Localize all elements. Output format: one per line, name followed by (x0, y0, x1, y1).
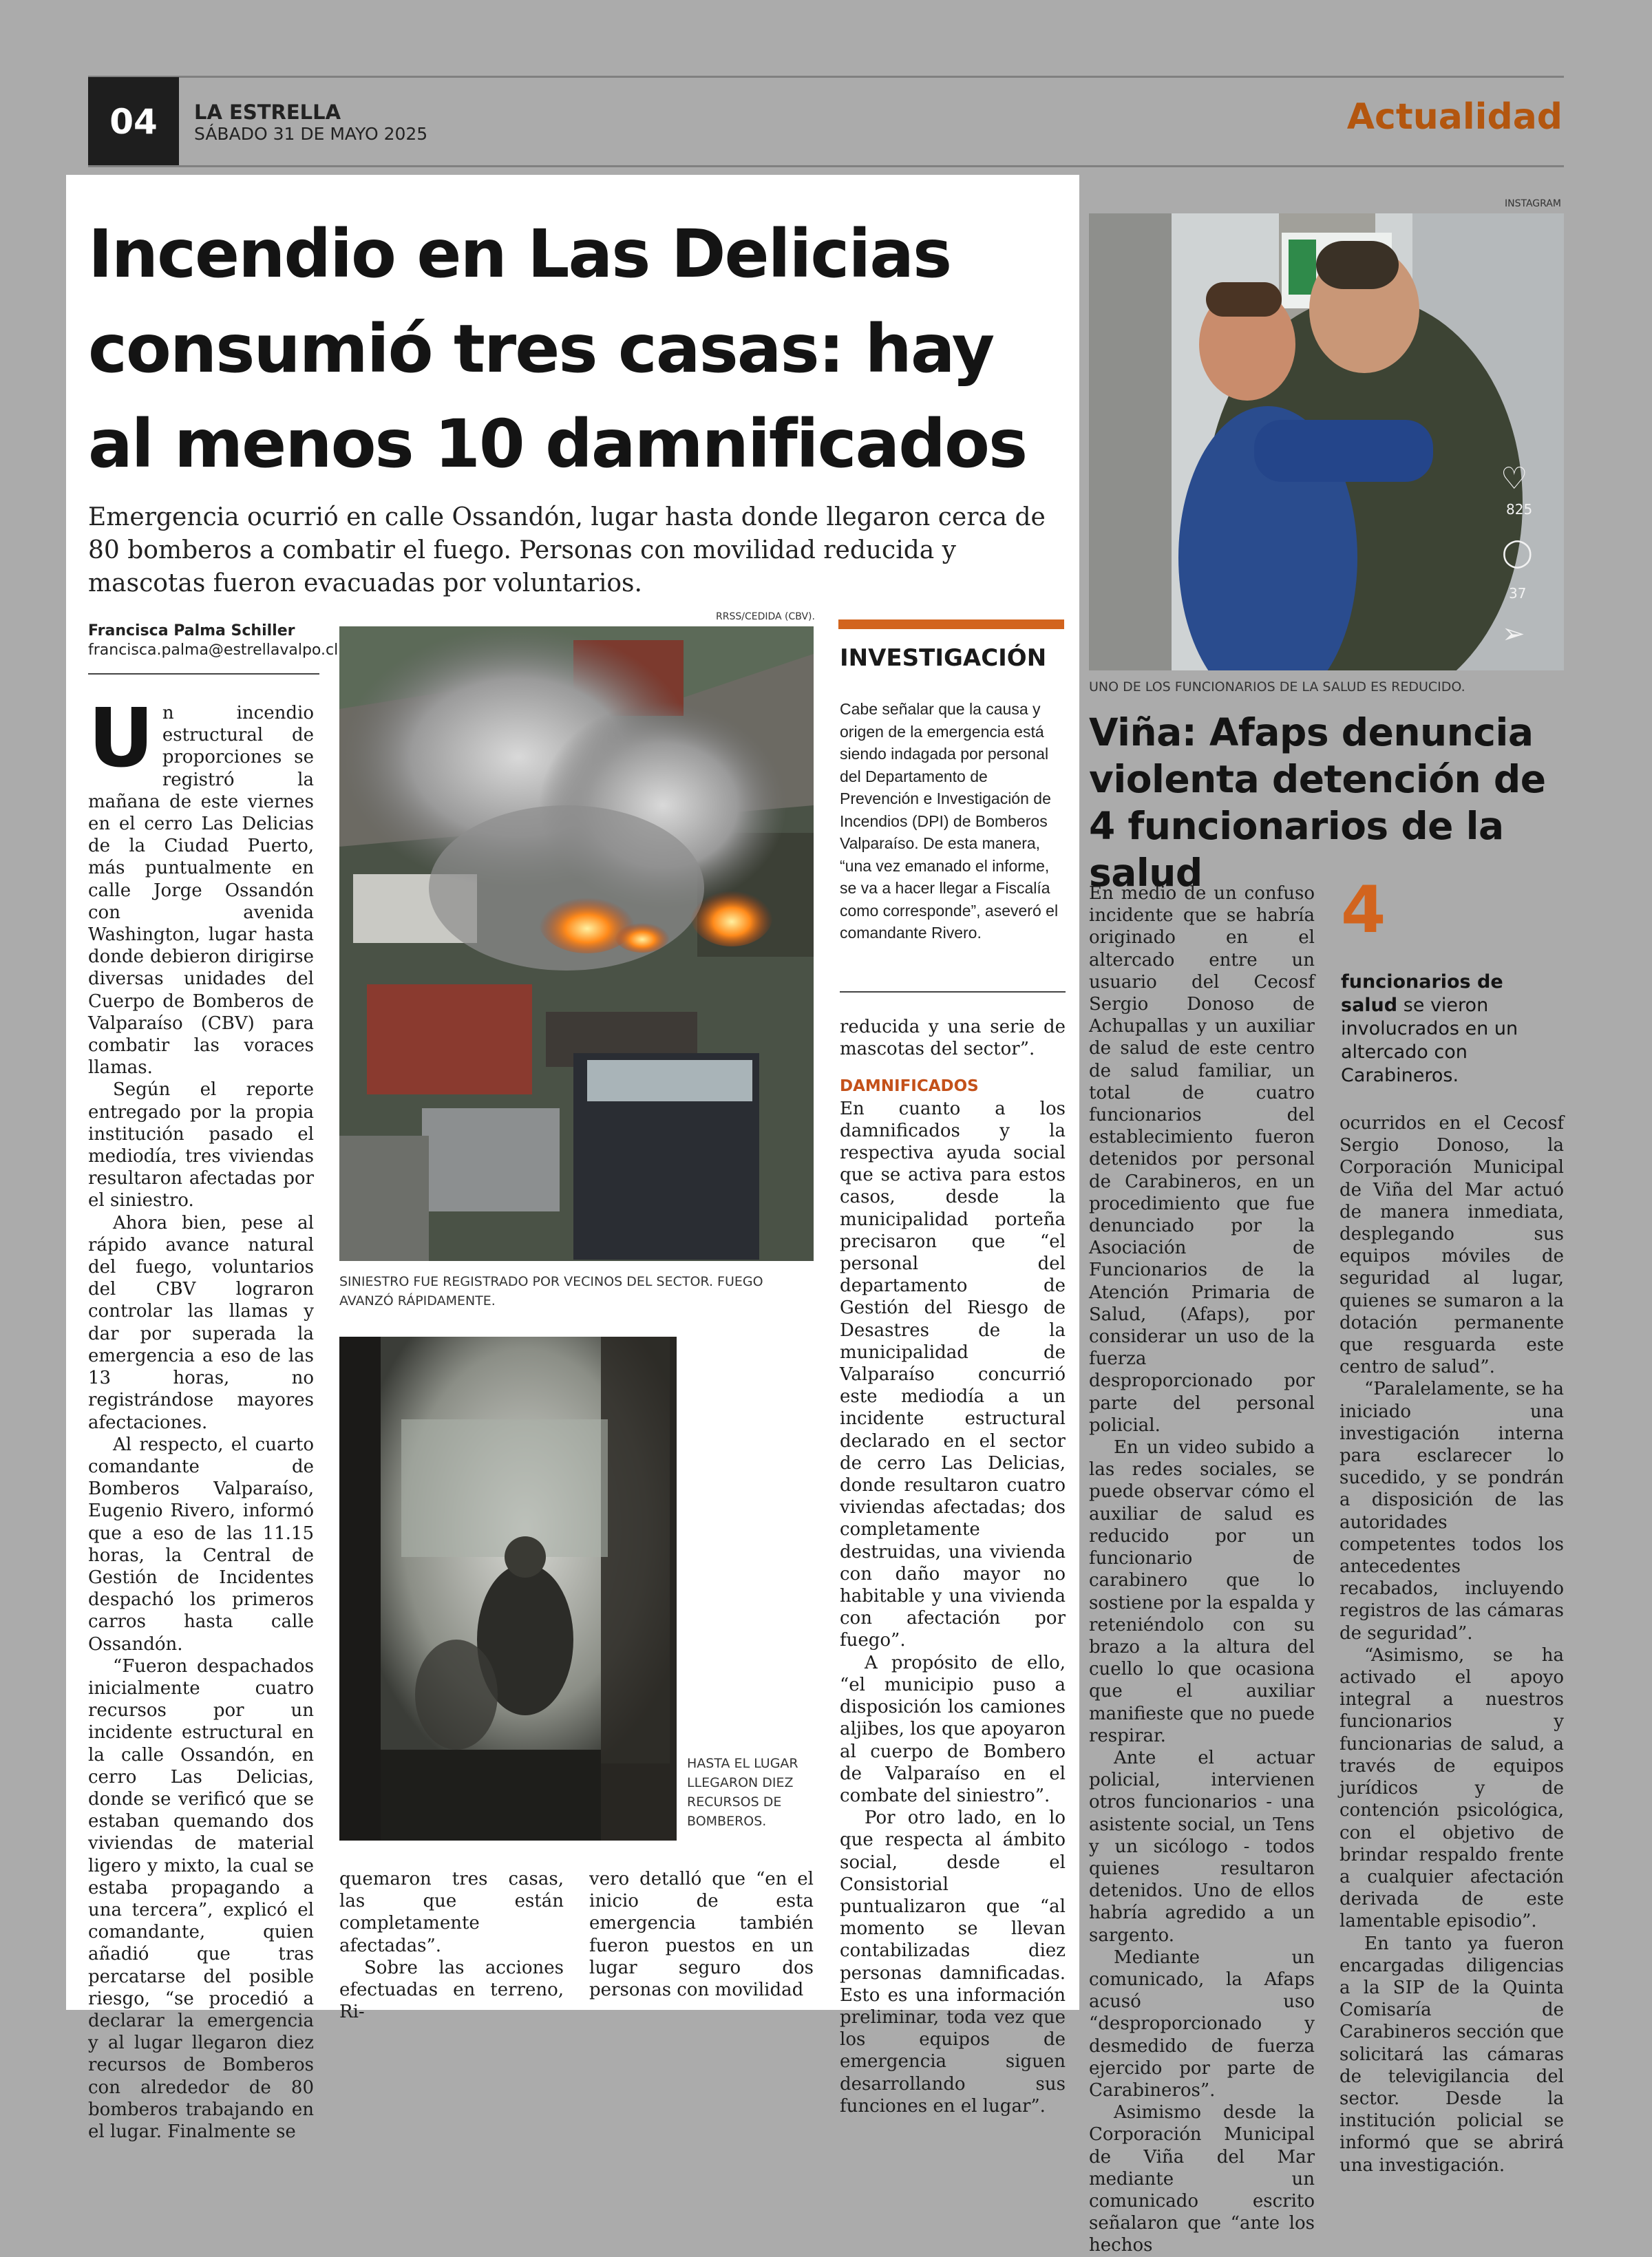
header-bottom-rule (88, 165, 1564, 167)
byline-email[interactable]: francisca.palma@estrellavalpo.cl (88, 642, 339, 659)
fire-aerial-illustration (339, 626, 814, 1261)
subheading: DAMNIFICADOS (840, 1077, 979, 1096)
paragraph: Sobre las acciones efectuadas en terreno, Ri- (339, 1957, 564, 2023)
section-name: Actualidad (1346, 96, 1563, 138)
byline-rule (88, 673, 319, 675)
photo-credit: RRSS/CEDIDA (CBV). (716, 611, 815, 622)
paragraph: En cuanto a los damnificados y la respectiva ayuda social que se activa para estos casos, desde la municipalidad porteña precisaron que “el personal del departamento de Gestión del Riesgo de Desastres de la municipalidad de Valparaíso concurrió este mediodía a un incidente estructural declarado en el sector de cerro Las Delicias, donde resultaron cuatro viviendas afectadas; dos completamente destruidas, una vivienda con daño mayor no habitable y una vivienda con afectación por fuego”. (840, 1098, 1066, 1651)
sidebar-text: Cabe señalar que la causa y origen de la emergencia está siendo indagada por personal del Departamento de Prevención e Investigación de Incendios (DPI) de Bomberos Valparaíso. De esta manera, “una vez emanado el informe, se va a hacer llegar a Fiscalía como corresponde”, aseveró el comandante Rivero. (840, 700, 1059, 942)
fact-label (1341, 971, 1561, 1088)
main-column-1 (88, 690, 314, 2143)
sidebar-title: INVESTIGACIÓN (840, 644, 1047, 672)
comment-icon: ◯ (1502, 537, 1533, 569)
firefighters-illustration (339, 1337, 677, 1841)
paper-name: LA ESTRELLA (194, 100, 341, 124)
paragraph: En tanto ya fueron encargadas diligencias a la SIP de la Quinta Comisaría de Carabineros sección que solicitará las cámaras de televigilancia del sector. Desde la institución policial se informó que se abrirá una investigación. (1339, 1933, 1564, 2176)
paragraph: ocurridos en el Cecosf Sergio Donoso, la Corporación Municipal de Viña del Mar actuó de manera inmediata, desplegando sus equipos móviles de seguridad al lugar, quienes se sumaron a la dotación permanente que resguarda este centro de salud”. (1339, 1113, 1564, 1378)
photo-caption: UNO DE LOS FUNCIONARIOS DE LA SALUD ES REDUCIDO. (1089, 679, 1465, 695)
comment-count: 37 (1509, 585, 1527, 602)
fire-aerial-photo (339, 626, 814, 1261)
paragraph: reducida y una serie de mascotas del sector”. (840, 1017, 1066, 1060)
fact-label-rest: se vieron involucrados en un altercado con Carabineros. (1341, 995, 1518, 1086)
paragraph: Ante el actuar policial, intervienen otros funcionarios - una asistente social, un Tens y un sicólogo - todos quienes resultaron detenidos. Uno de ellos habría agredido a un sargento. (1089, 1747, 1315, 1946)
paragraph: vero detalló que “en el inicio de esta emergencia también fueron puestos en un lugar seguro dos personas con movilidad (589, 1869, 814, 2001)
paragraph: n incendio estructural de proporciones se registró la mañana de este viernes en el cerro Las Delicias de la Ciudad Puerto, más puntualmente en calle Jorge Ossandón con avenida Washington, lugar hasta donde debieron dirigirse diversas unidades del Cuerpo de Bomberos de Valparaíso (CBV) para combatir las voraces llamas. (88, 703, 314, 1079)
main-column-3 (589, 1868, 814, 2001)
main-column-2 (339, 1868, 564, 2023)
page-number: 04 (88, 77, 179, 167)
side-column-1 (1089, 882, 1315, 2257)
header-top-rule (88, 76, 1564, 78)
paragraph: “Asimismo, se ha activado el apoyo integral a nuestros funcionarios y funcionarias de salud, a través de equipos jurídicos y de contención psicológica, con el objetivo de brindar respaldo frente a cualquier afectación derivada de este lamentable episodio”. (1339, 1644, 1564, 1932)
share-icon: ➢ (1502, 618, 1525, 650)
issue-date: SÁBADO 31 DE MAYO 2025 (194, 124, 428, 144)
main-column-4 (840, 1016, 1066, 2117)
paragraph: “Paralelamente, se ha iniciado una investigación interna para esclarecer lo sucedido, y se pondrán a disposición de las autoridades competentes todos los antecedentes recabados, incluyendo registros de las cámaras de seguridad”. (1339, 1379, 1564, 1644)
paragraph: Mediante un comunicado, la Afaps acusó uso “desproporcionado y desmedido de fuerza ejercido por parte de Carabineros”. (1089, 1947, 1315, 2101)
paragraph: En un video subido a las redes sociales, se puede observar cómo el auxiliar de salud es reducido por un funcionario de carabinero que lo sostiene por la espalda y reteniéndolo con su brazo a la altura del cuello lo que ocasiona que el auxiliar manifieste que no puede respirar. (1089, 1437, 1315, 1746)
photo-caption: HASTA EL LUGAR LLEGARON DIEZ RECURSOS DE BOMBEROS. (687, 1756, 798, 1829)
paragraph: Según el reporte entregado por la propia institución pasado el mediodía, tres viviendas resultaron afectadas por el siniestro. (88, 1079, 314, 1211)
paragraph: Asimismo desde la Corporación Municipal de Viña del Mar mediante un comunicado escrito señalaron que “ante los hechos (1089, 2102, 1315, 2256)
paragraph: Ahora bien, pese al rápido avance natural del fuego, voluntarios del CBV lograron controlar las llamas y dar por superada la emergencia a eso de las 13 horas, no registrándose mayores afectaciones. (88, 1212, 314, 1433)
paragraph: Al respecto, el cuarto comandante de Bomberos Valparaíso, Eugenio Rivero, informó que a eso de las 11.15 horas, la Central de Gestión de Incidentes despachó los primeros carros hasta calle Ossandón. (88, 1434, 314, 1655)
sidebar-bottom-rule (840, 991, 1066, 993)
like-count: 825 (1506, 501, 1533, 518)
paragraph: quemaron tres casas, las que están completamente afectadas”. (339, 1869, 564, 1956)
paragraph: A propósito de ello, “el municipio puso a disposición los camiones aljibes, los que apoyaron al cuerpo de Bombero de Valparaíso en el combate del siniestro”. (840, 1652, 1066, 1806)
paragraph: Por otro lado, en lo que respecta al ámbito social, desde el Consistorial puntualizaron que “al momento se llevan contabilizadas diez personas damnificadas. Esto es una información preliminar, toda vez que los equipos de emergencia siguen desarrollando sus funciones en el lugar”. (840, 1808, 1066, 2117)
detention-illustration (1089, 213, 1564, 670)
drop-cap: U (88, 690, 154, 785)
main-deck: Emergencia ocurrió en calle Ossandón, lugar hasta donde llegaron cerca de 80 bomberos a combatir el fuego. Personas con movilidad reducida y mascotas fueron evacuadas por voluntarios. (88, 503, 1046, 597)
fact-label-bold: funcionarios de salud (1341, 971, 1503, 1016)
side-headline: Viña: Afaps denuncia violenta detención de 4 funcionarios de la salud (1089, 710, 1546, 895)
firefighters-photo (339, 1337, 677, 1841)
byline-name: Francisca Palma Schiller (88, 622, 295, 639)
sidebar-accent-bar (838, 619, 1064, 629)
paragraph: “Fueron despachados inicialmente cuatro recursos por un incidente estructural en la calle Ossandón, en cerro Las Delicias, donde se verificó que se estaban quemando dos viviendas de material ligero y mixto, la cual se estaba propagando a una tercera”, explicó el comandante, quien añadió que tras percatarse del posible riesgo, “se procedió a declarar la emergencia y al lugar llegaron diez recursos de Bomberos con alrededor de 80 bomberos trabajando en el lugar. Finalmente se (88, 1655, 314, 2142)
instagram-credit: INSTAGRAM (1505, 198, 1561, 209)
main-headline: Incendio en Las Delicias consumió tres casas: hay al menos 10 damnificados (88, 215, 1027, 483)
fact-number: 4 (1341, 873, 1386, 948)
detention-photo (1089, 213, 1564, 670)
photo-caption: SINIESTRO FUE REGISTRADO POR VECINOS DEL SECTOR. FUEGO AVANZÓ RÁPIDAMENTE. (339, 1274, 763, 1308)
heart-icon: ♡ (1501, 461, 1528, 496)
side-column-2 (1339, 1112, 1564, 2176)
paragraph: En medio de un confuso incidente que se habría originado en el altercado entre un usuario del Cecosf Sergio Donoso de Achupallas y un auxiliar de salud de este centro de salud familiar, un total de cuatro funcionarios del establecimiento fueron detenidos por personal de Carabineros, en un procedimiento que fue denunciado por la Asociación de Funcionarios de la Atención Primaria de Salud, (Afaps), por considerar un uso de la fuerza desproporcionado por parte del personal policial. (1089, 883, 1315, 1436)
